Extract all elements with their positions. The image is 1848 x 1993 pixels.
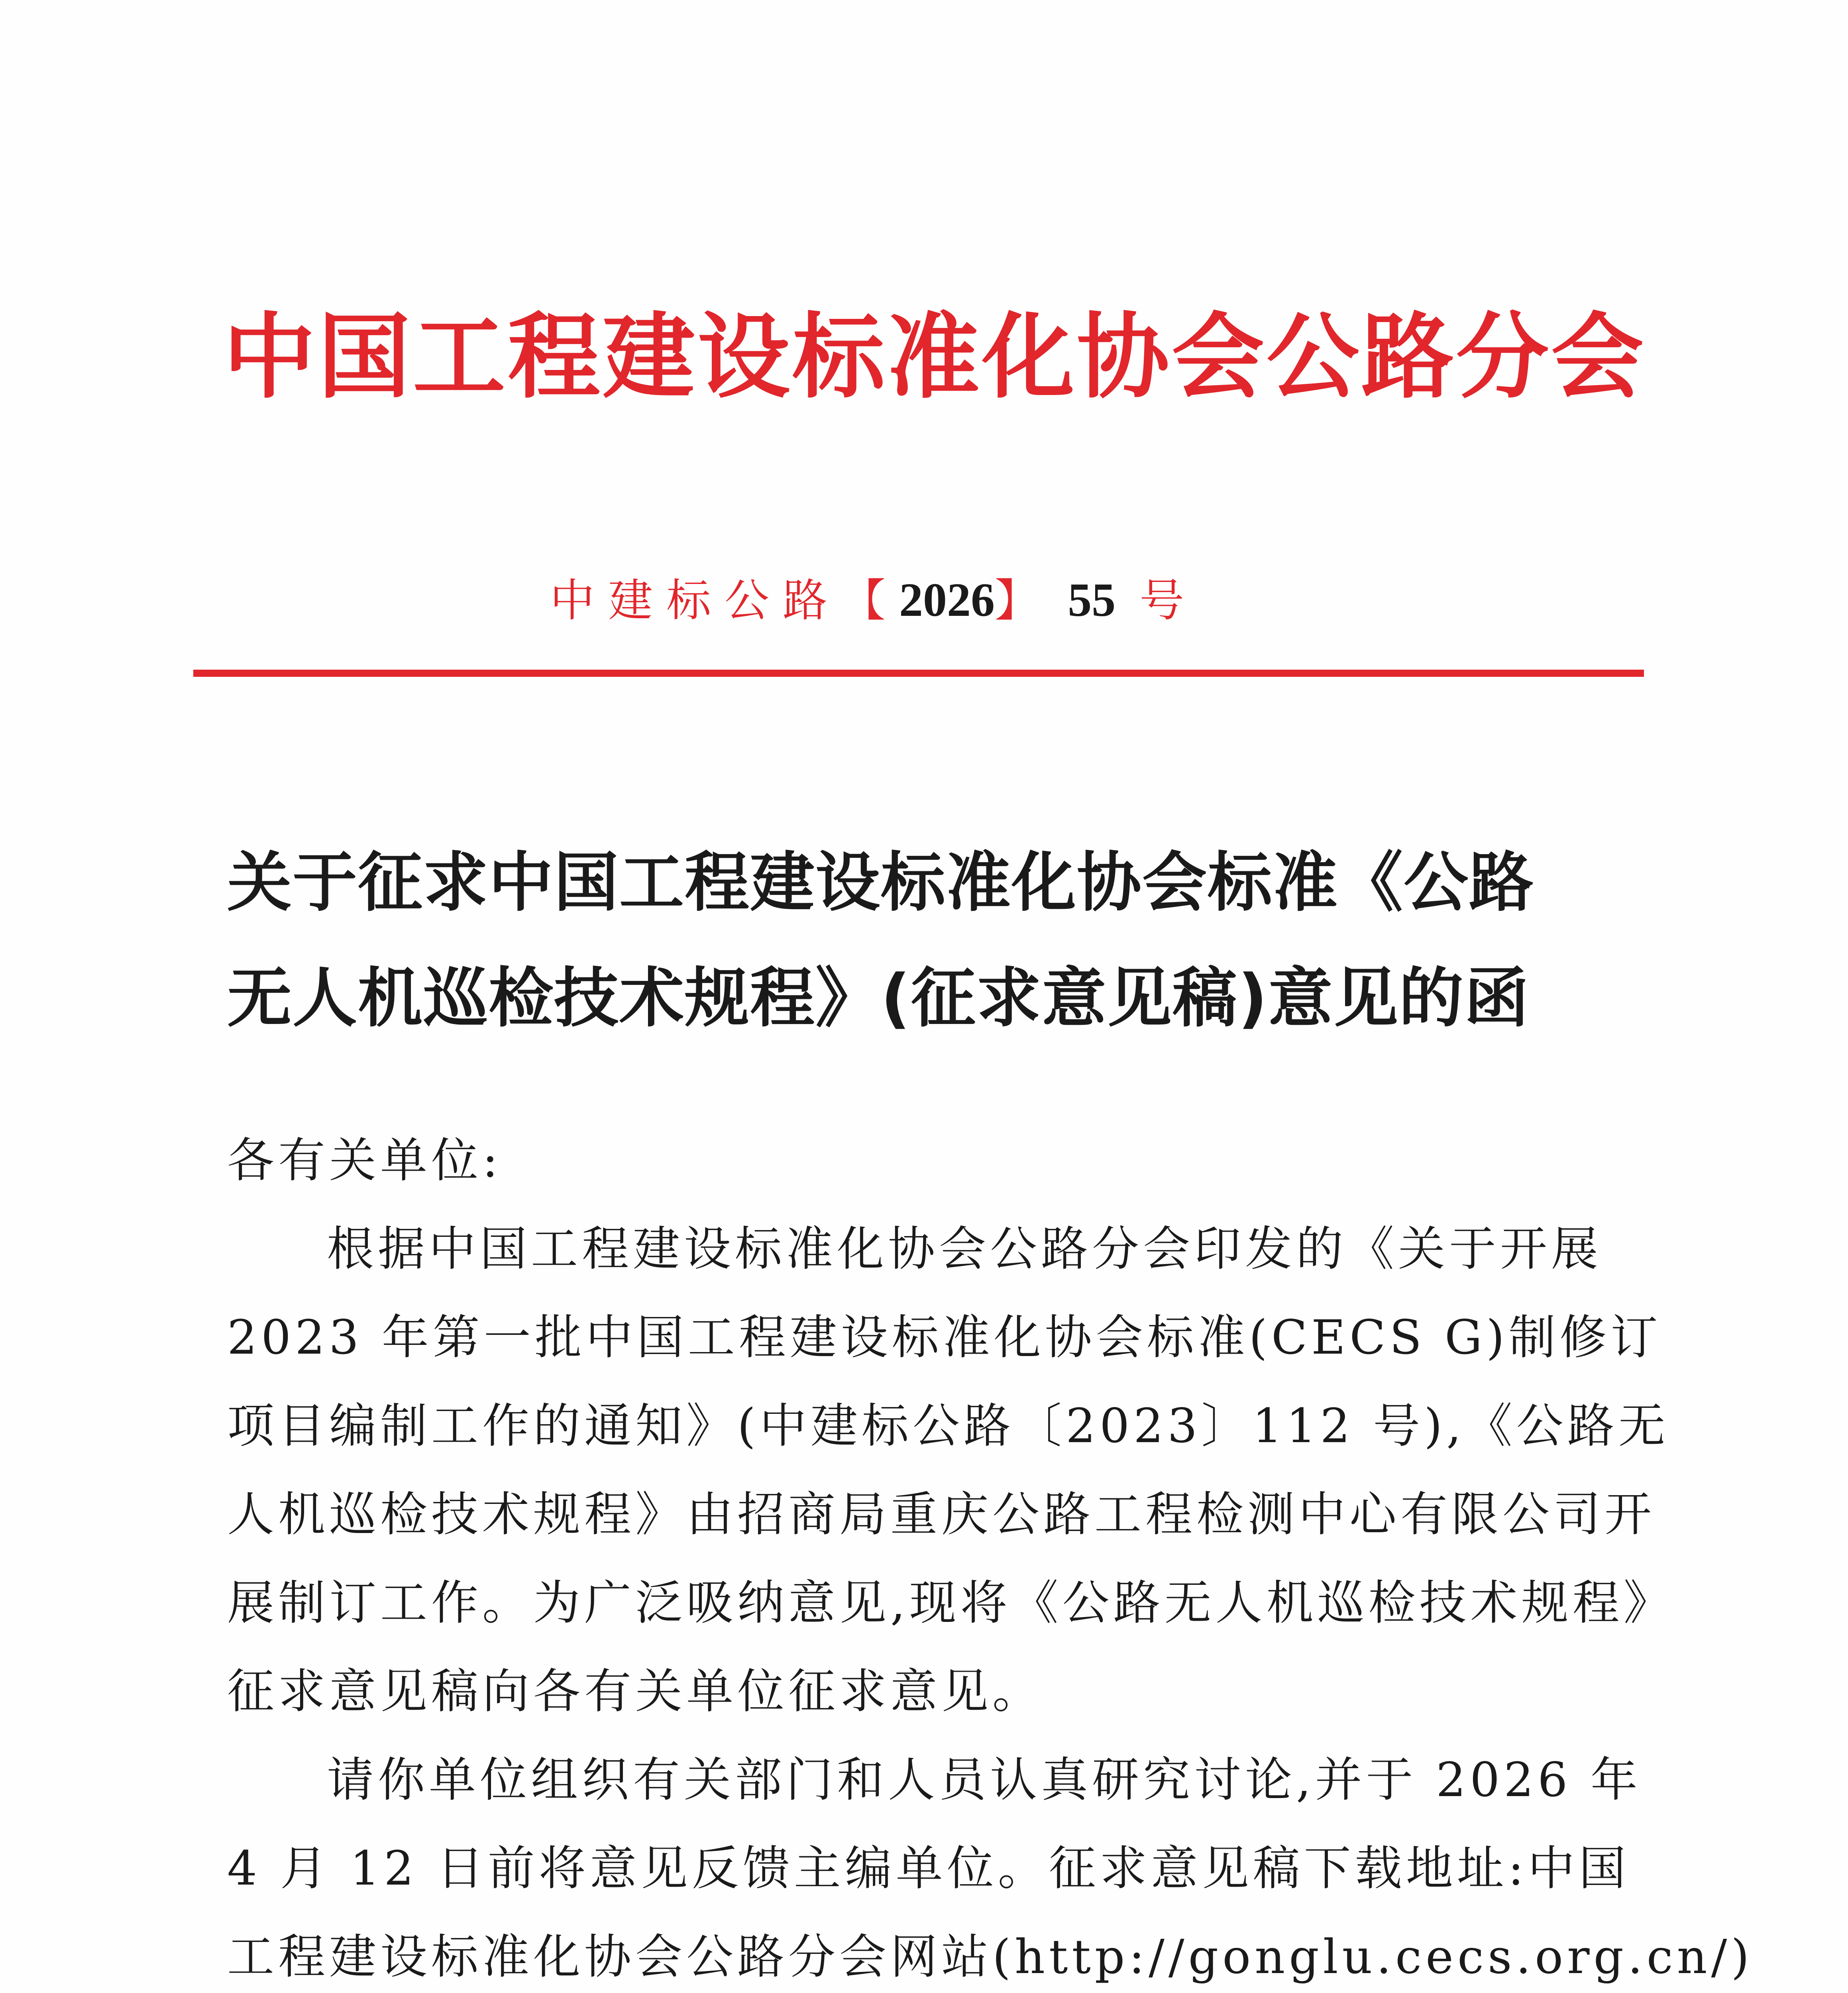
document-title bbox=[227, 825, 1630, 1056]
title-line-1: 关于征求中国工程建设标准化协会标准《公路 bbox=[227, 845, 1534, 920]
paragraph1-line: 2023 年第一批中国工程建设标准化协会标准(CECS G)制修订 bbox=[227, 1310, 1662, 1365]
salutation: 各有关单位: bbox=[227, 1133, 502, 1188]
document-number bbox=[550, 573, 1347, 627]
paragraph1-line: 项目编制工作的通知》(中建标公路〔2023〕112 号),《公路无 bbox=[227, 1398, 1669, 1453]
doc-number-prefix: 中建标公路【 bbox=[550, 575, 899, 627]
paragraph2-line: 工程建设标准化协会公路分会网站(http://gonglu.cecs.org.cn/) bbox=[227, 1929, 1754, 1984]
title-line-2: 无人机巡检技术规程》(征求意见稿)意见的函 bbox=[227, 961, 1530, 1036]
doc-number-bracket: 】 bbox=[995, 575, 1039, 627]
doc-number-value: 55 bbox=[1068, 573, 1116, 626]
document-body bbox=[227, 1116, 1754, 1993]
paragraph1-line: 征求意见稿向各有关单位征求意见。 bbox=[227, 1664, 1044, 1719]
paragraph1-line: 展制订工作。为广泛吸纳意见,现将《公路无人机巡检技术规程》 bbox=[227, 1575, 1675, 1630]
issuing-organization: 中国工程建设标准化协会公路分会 bbox=[223, 303, 1646, 411]
paragraph1-line: 根据中国工程建设标准化协会公路分会印发的《关于开展 bbox=[327, 1221, 1603, 1276]
paragraph2-line: 请你单位组织有关部门和人员认真研究讨论,并于 2026 年 bbox=[327, 1752, 1642, 1807]
doc-year: 2026 bbox=[899, 573, 995, 626]
doc-number-suffix: 号 bbox=[1139, 575, 1184, 627]
paragraph2-line: 4 月 12 日前将意见反馈主编单位。征求意见稿下载地址:中国 bbox=[227, 1841, 1630, 1896]
red-divider-line bbox=[193, 670, 1644, 677]
paragraph1-line: 人机巡检技术规程》由招商局重庆公路工程检测中心有限公司开 bbox=[227, 1487, 1656, 1542]
